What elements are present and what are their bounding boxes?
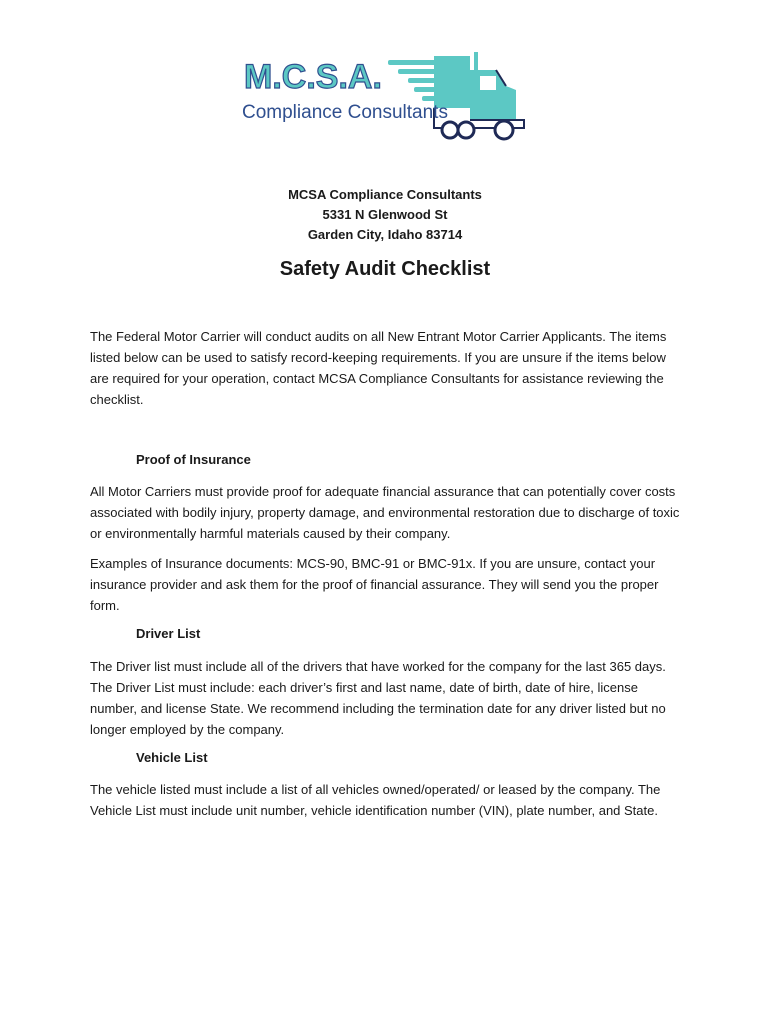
- company-street: 5331 N Glenwood St: [322, 207, 448, 222]
- document-title: Safety Audit Checklist: [279, 258, 491, 280]
- section-heading-insurance: Proof of Insurance: [136, 452, 251, 467]
- company-city: Garden City, Idaho 83714: [307, 227, 463, 242]
- mcsa-logo: [238, 48, 550, 144]
- company-address-block: [0, 185, 770, 245]
- driver-list-paragraph: The Driver list must include all of the drivers that have worked for the company for the last 365 days. The Driver List must include: each driver’s first and last name, date of birth, date of hire, license number, and license State. We recommend including the termination date for any driver listed but no longer employed by the company.: [90, 659, 666, 737]
- intro-paragraph: The Federal Motor Carrier will conduct audits on all New Entrant Motor Carrier Applicants. The items listed below can be used to satisfy record-keeping requirements. If you are unsure if the items below are required for your operation, contact MCSA Compliance Consultants for assistance reviewing the checklist.: [90, 329, 667, 407]
- insurance-paragraph-1: All Motor Carriers must provide proof for adequate financial assurance that can potentially cover costs associated with bodily injury, property damage, and environmental restoration due to discharge of toxic or environmentally harmful materials caused by their company.: [90, 484, 680, 541]
- section-heading-vehicle-list: Vehicle List: [136, 750, 208, 765]
- insurance-paragraph-2: Examples of Insurance documents: MCS-90, BMC-91 or BMC-91x. If you are unsure, contact your insurance provider and ask them for the proof of financial assurance. They will send you the proper form.: [90, 556, 659, 613]
- logo-brand-text: M.C.S.A.: [244, 58, 382, 96]
- company-name: MCSA Compliance Consultants: [288, 187, 482, 202]
- section-heading-driver-list: Driver List: [136, 626, 201, 641]
- vehicle-list-paragraph: The vehicle listed must include a list of all vehicles owned/operated/ or leased by the company. The Vehicle List must include unit number, vehicle identification number (VIN), plate number, and State.: [90, 782, 661, 818]
- truck-logo-graphic: [238, 48, 550, 144]
- logo-tagline-text: Compliance Consultants: [242, 102, 448, 123]
